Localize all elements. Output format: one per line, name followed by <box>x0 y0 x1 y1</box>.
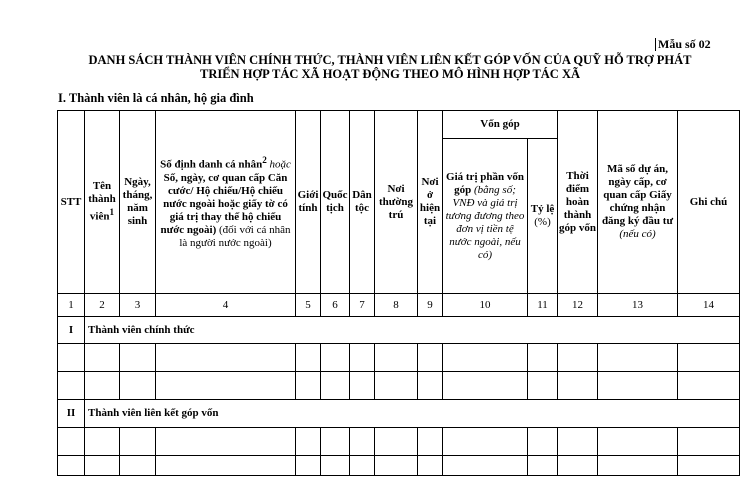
column-number-row <box>58 294 740 317</box>
column-number: 9 <box>418 294 443 317</box>
header-capital-value <box>443 139 528 294</box>
header-nationality: Quốc tịch <box>321 111 350 294</box>
table-row <box>58 428 740 456</box>
header-capital-ratio <box>528 139 558 294</box>
column-number: 13 <box>598 294 678 317</box>
column-number: 2 <box>85 294 120 317</box>
header-member-name-text: Tên thành viên <box>88 180 116 223</box>
header-birth-date: Ngày, tháng, năm sinh <box>120 111 156 294</box>
footnote-1: 1 <box>109 207 115 218</box>
footnote-2: 2 <box>262 155 267 166</box>
column-number: 10 <box>443 294 528 317</box>
table-row <box>58 372 740 400</box>
column-number: 14 <box>678 294 740 317</box>
table-row <box>58 344 740 372</box>
column-number: 6 <box>321 294 350 317</box>
column-number: 7 <box>350 294 375 317</box>
header-identity-a: Số định danh cá nhân <box>160 158 263 171</box>
column-number: 3 <box>120 294 156 317</box>
header-permanent-residence: Nơi thường trú <box>375 111 418 294</box>
header-identity-or: hoặc <box>269 158 291 171</box>
column-number: 4 <box>156 294 296 317</box>
column-number: 12 <box>558 294 598 317</box>
header-project-a: Mã số dự án, ngày cấp, cơ quan cấp Giấy chứng nhận đăng ký đầu tư <box>601 163 674 227</box>
header-completion-time: Thời điểm hoàn thành góp vốn <box>558 111 598 294</box>
header-investment-project <box>598 111 678 294</box>
section-title: I. Thành viên là cá nhân, hộ gia đình <box>58 91 254 105</box>
header-ratio-b: (%) <box>534 216 551 228</box>
column-number: 8 <box>375 294 418 317</box>
table-row <box>58 456 740 476</box>
header-ratio-a: Tỷ lệ <box>530 203 555 215</box>
column-number: 1 <box>58 294 85 317</box>
group-row-associate <box>58 400 740 428</box>
header-value-b: (bằng số; VNĐ và giá trị tương đương theo đơn vị tiền tệ nước ngoài, nếu có) <box>445 183 525 261</box>
header-identity-d: (đối với cá nhân là người nước ngoài) <box>179 223 291 249</box>
header-identity <box>156 111 296 294</box>
group-roman: II <box>58 400 85 428</box>
column-number: 5 <box>296 294 321 317</box>
column-number: 11 <box>528 294 558 317</box>
header-capital-contribution: Vốn góp <box>443 111 558 139</box>
form-number: Mẫu số 02 <box>655 38 711 51</box>
group-label: Thành viên chính thức <box>85 317 740 344</box>
header-value-a: Giá trị phần vốn góp <box>446 170 524 196</box>
document-title-line-1: DANH SÁCH THÀNH VIÊN CHÍNH THỨC, THÀNH VIÊN LIÊN KẾT GÓP VỐN CỦA QUỸ HỖ TRỢ PHÁT <box>88 53 692 67</box>
group-label: Thành viên liên kết góp vốn <box>85 400 740 428</box>
document-title-line-2: TRIỂN HỢP TÁC XÃ HOẠT ĐỘNG THEO MÔ HÌNH HỢP TÁC XÃ <box>199 67 581 81</box>
header-current-residence: Nơi ở hiện tại <box>418 111 443 294</box>
header-ethnicity: Dân tộc <box>350 111 375 294</box>
header-stt: STT <box>58 111 85 294</box>
header-gender: Giới tính <box>296 111 321 294</box>
header-notes: Ghi chú <box>678 111 740 294</box>
members-table <box>57 110 740 476</box>
group-row-official <box>58 317 740 344</box>
header-project-b: (nếu có) <box>619 228 656 240</box>
header-member-name <box>85 111 120 294</box>
group-roman: I <box>58 317 85 344</box>
header-identity-c: Số, ngày, cơ quan cấp Căn cước/ Hộ chiếu/Hộ chiếu nước ngoài hoặc giấy tờ có giá trị thay thế hộ chiếu nước ngoài) <box>160 171 288 236</box>
